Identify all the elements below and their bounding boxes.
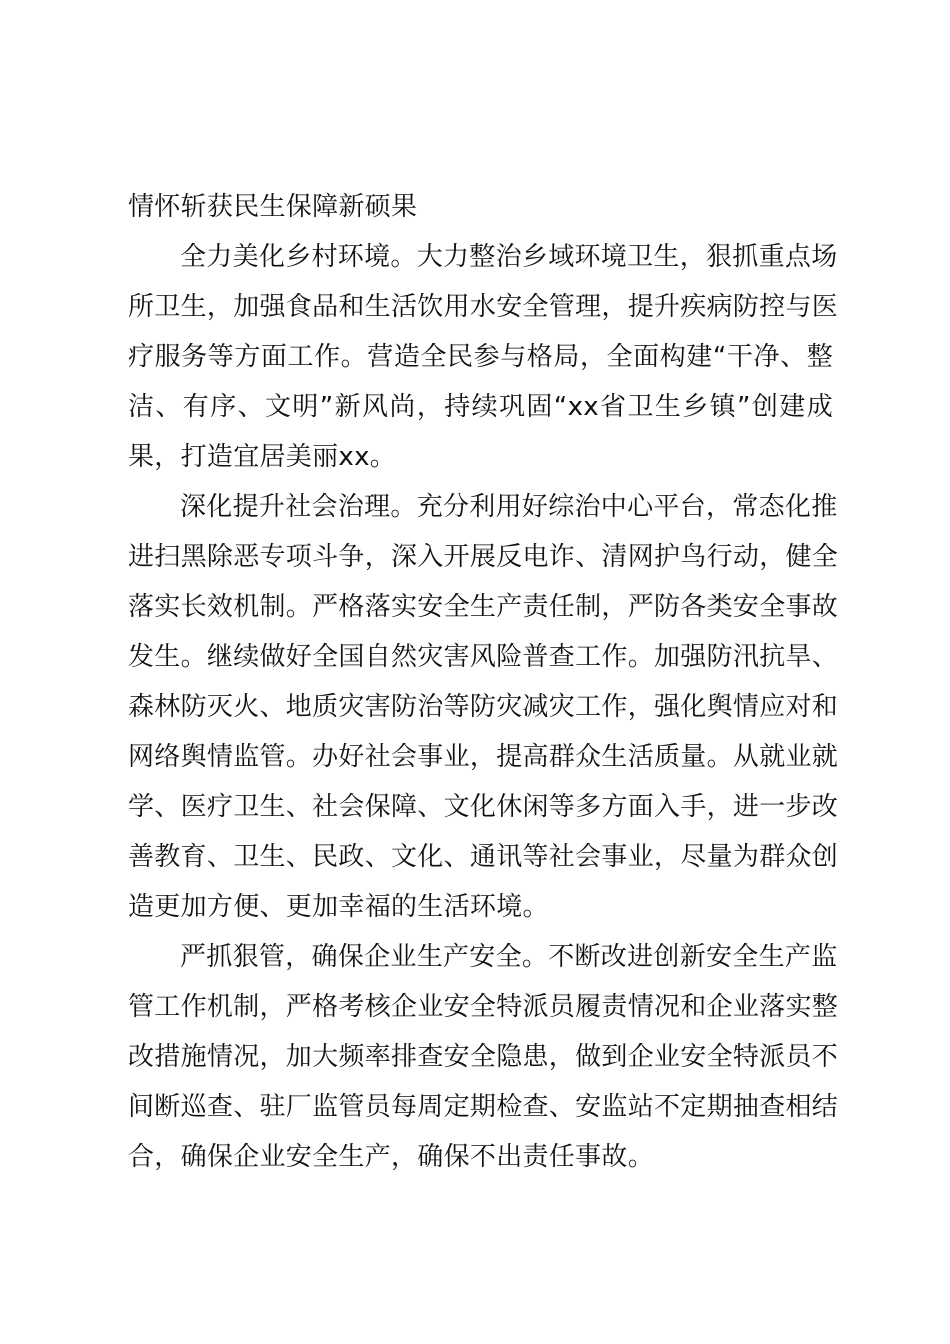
paragraph-enterprise-safety	[128, 932, 839, 1182]
paragraph-line: 深化提升社会治理。充分利用好综治中心平台，常态化推	[180, 492, 838, 522]
paragraph-rural-environment	[128, 232, 839, 482]
paragraph-line: 管工作机制，严格考核企业安全特派员履责情况和企业落实整	[128, 992, 839, 1022]
paragraph-line: 发生。继续做好全国自然灾害风险普查工作。加强防汛抗旱、	[128, 642, 839, 672]
paragraph-line: 全力美化乡村环境。大力整治乡域环境卫生，狠抓重点场	[180, 242, 838, 272]
paragraph-line: 善教育、卫生、民政、文化、通讯等社会事业，尽量为群众创	[128, 842, 839, 872]
paragraph-line: 进扫黑除恶专项斗争，深入开展反电诈、清网护鸟行动，健全	[128, 542, 839, 572]
heading-line: 情怀斩获民生保障新硕果	[128, 192, 418, 222]
paragraph-line: 落实长效机制。严格落实安全生产责任制，严防各类安全事故	[128, 592, 839, 622]
paragraph-line: 学、医疗卫生、社会保障、文化休闲等多方面入手，进一步改	[128, 792, 839, 822]
paragraph-line: 严抓狠管，确保企业生产安全。不断改进创新安全生产监	[180, 942, 838, 972]
paragraph-line: 间断巡查、驻厂监管员每周定期检查、安监站不定期抽查相结	[128, 1092, 839, 1122]
paragraph-social-governance	[128, 482, 839, 932]
paragraph-line: 改措施情况，加大频率排查安全隐患，做到企业安全特派员不	[128, 1042, 839, 1072]
paragraph-line: 洁、有序、文明”新风尚，持续巩固“xx省卫生乡镇”创建成	[128, 392, 833, 422]
paragraph-line: 造更加方便、更加幸福的生活环境。	[128, 892, 549, 922]
paragraph-line: 果，打造宜居美丽xx。	[128, 442, 397, 472]
paragraph-line: 网络舆情监管。办好社会事业，提高群众生活质量。从就业就	[128, 742, 839, 772]
paragraph-line: 所卫生，加强食品和生活饮用水安全管理，提升疾病防控与医	[128, 292, 839, 322]
paragraph-line: 疗服务等方面工作。营造全民参与格局，全面构建“干净、整	[128, 342, 833, 372]
paragraph-line: 森林防灭火、地质灾害防治等防灾减灾工作，强化舆情应对和	[128, 692, 839, 722]
paragraph-line: 合，确保企业安全生产，确保不出责任事故。	[128, 1142, 655, 1172]
document-body	[128, 182, 839, 1182]
